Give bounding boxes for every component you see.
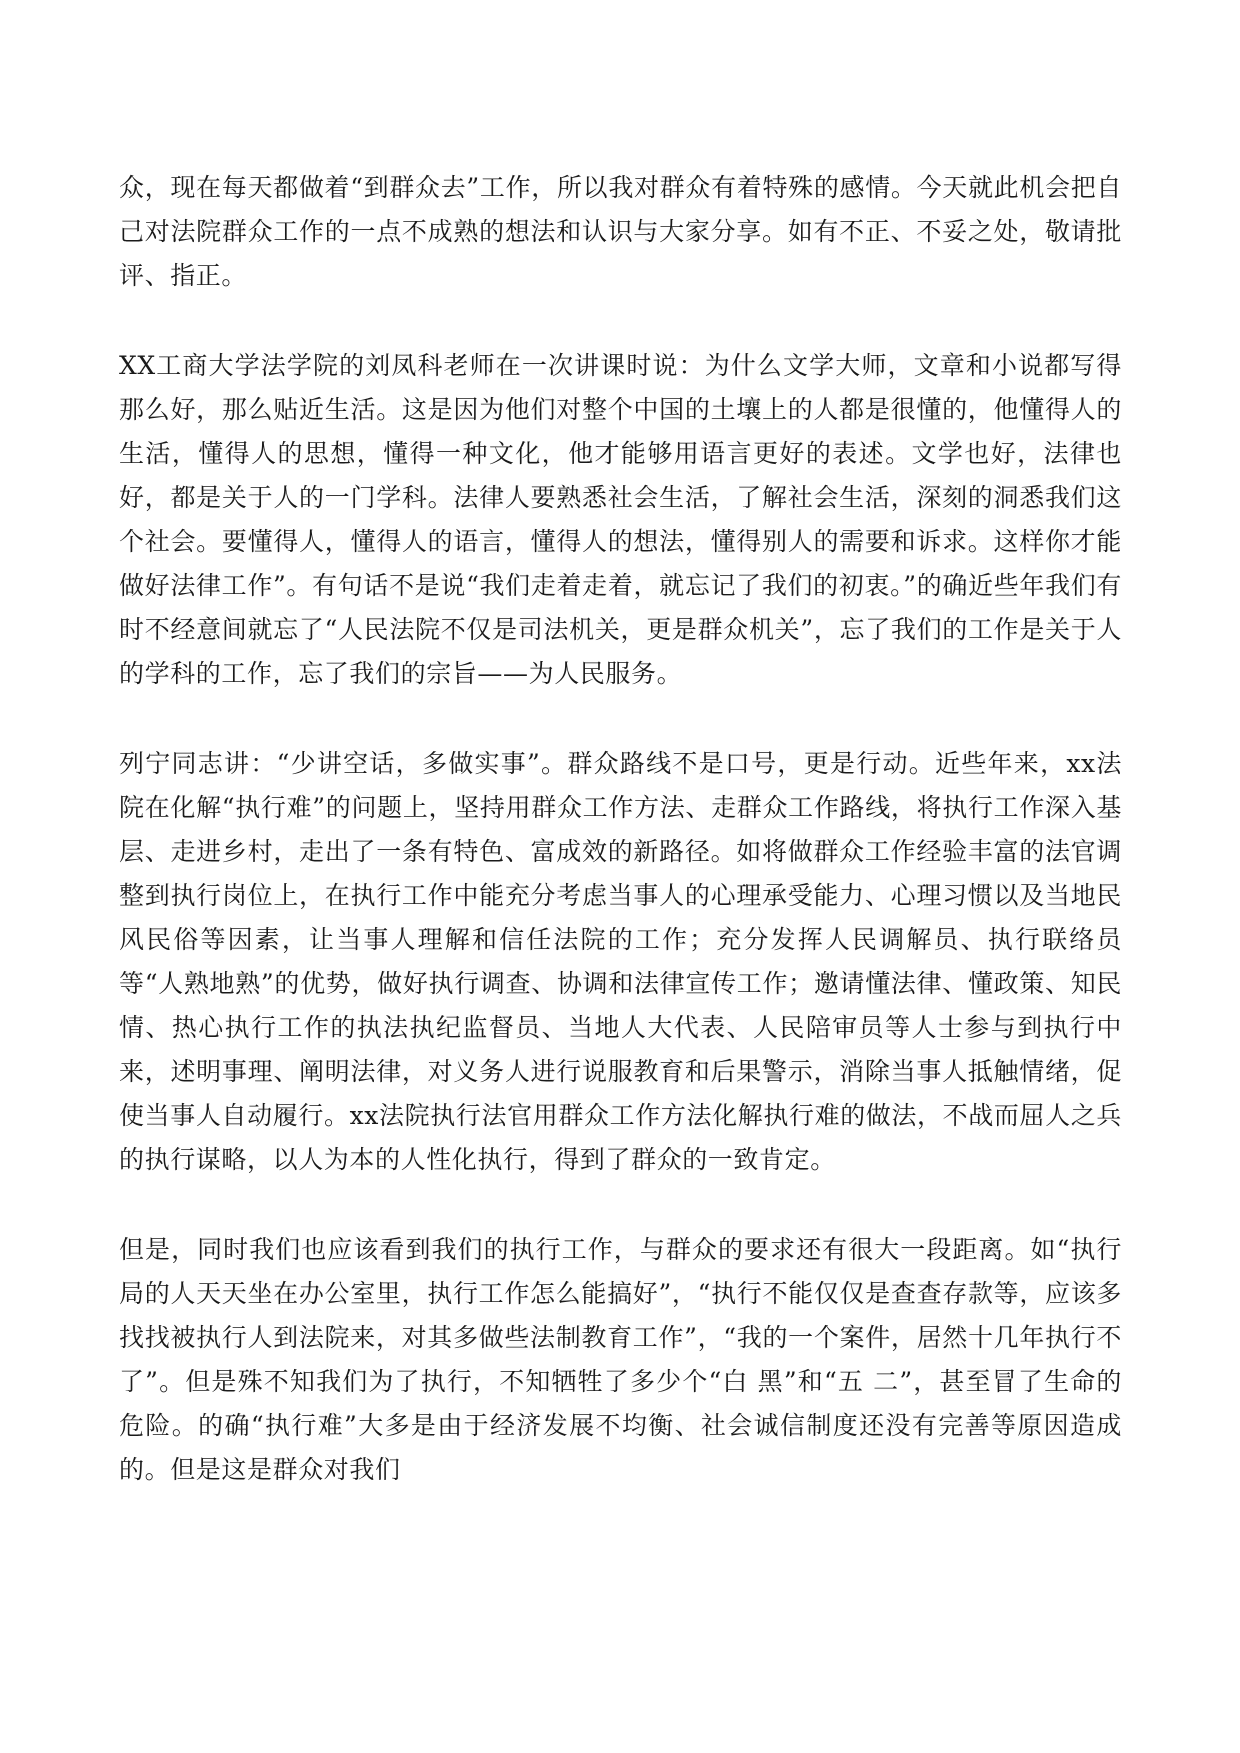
paragraph-3: 列宁同志讲：“少讲空话，多做实事”。群众路线不是口号，更是行动。近些年来，xx法院在化解“执行难”的问题上，坚持用群众工作方法、走群众工作路线，将执行工作深入基层、走进乡村，走出了一条有特色、富成效的新路径。如将做群众工作经验丰富的法官调整到执行岗位上，在执行工作中能充分考虑当事人的心理承受能力、心理习惯以及当地民风民俗等因素，让当事人理解和信任法院的工作；充分发挥人民调解员、执行联络员等“人熟地熟”的优势，做好执行调查、协调和法律宣传工作；邀请懂法律、懂政策、知民情、热心执行工作的执法执纪监督员、当地人大代表、人民陪审员等人士参与到执行中来，述明事理、阐明法律，对义务人进行说服教育和后果警示，消除当事人抵触情绪，促使当事人自动履行。xx法院执行法官用群众工作方法化解执行难的做法，不战而屈人之兵的执行谋略，以人为本的人性化执行，得到了群众的一致肯定。 <box>119 749 1122 1174</box>
document-body <box>119 166 1122 1538</box>
paragraph-1: 众，现在每天都做着“到群众去”工作，所以我对群众有着特殊的感情。今天就此机会把自己对法院群众工作的一点不成熟的想法和认识与大家分享。如有不正、不妥之处，敬请批评、指正。 <box>119 173 1122 290</box>
paragraph-2: XX工商大学法学院的刘凤科老师在一次讲课时说：为什么文学大师，文章和小说都写得那么好，那么贴近生活。这是因为他们对整个中国的土壤上的人都是很懂的，他懂得人的生活，懂得人的思想，懂得一种文化，他才能够用语言更好的表述。文学也好，法律也好，都是关于人的一门学科。法律人要熟悉社会生活，了解社会生活，深刻的洞悉我们这个社会。要懂得人，懂得人的语言，懂得人的想法，懂得别人的需要和诉求。这样你才能做好法律工作”。有句话不是说“我们走着走着，就忘记了我们的初衷。”的确近些年我们有时不经意间就忘了“人民法院不仅是司法机关，更是群众机关”，忘了我们的工作是关于人的学科的工作，忘了我们的宗旨——为人民服务。 <box>119 351 1122 688</box>
paragraph-4: 但是，同时我们也应该看到我们的执行工作，与群众的要求还有很大一段距离。如“执行局的人天天坐在办公室里，执行工作怎么能搞好”，“执行不能仅仅是查查存款等，应该多找找被执行人到法院来，对其多做些法制教育工作”，“我的一个案件，居然十几年执行不了”。但是殊不知我们为了执行，不知牺牲了多少个“白 黑”和“五 二”，甚至冒了生命的危险。的确“执行难”大多是由于经济发展不均衡、社会诚信制度还没有完善等原因造成的。但是这是群众对我们 <box>119 1235 1122 1484</box>
